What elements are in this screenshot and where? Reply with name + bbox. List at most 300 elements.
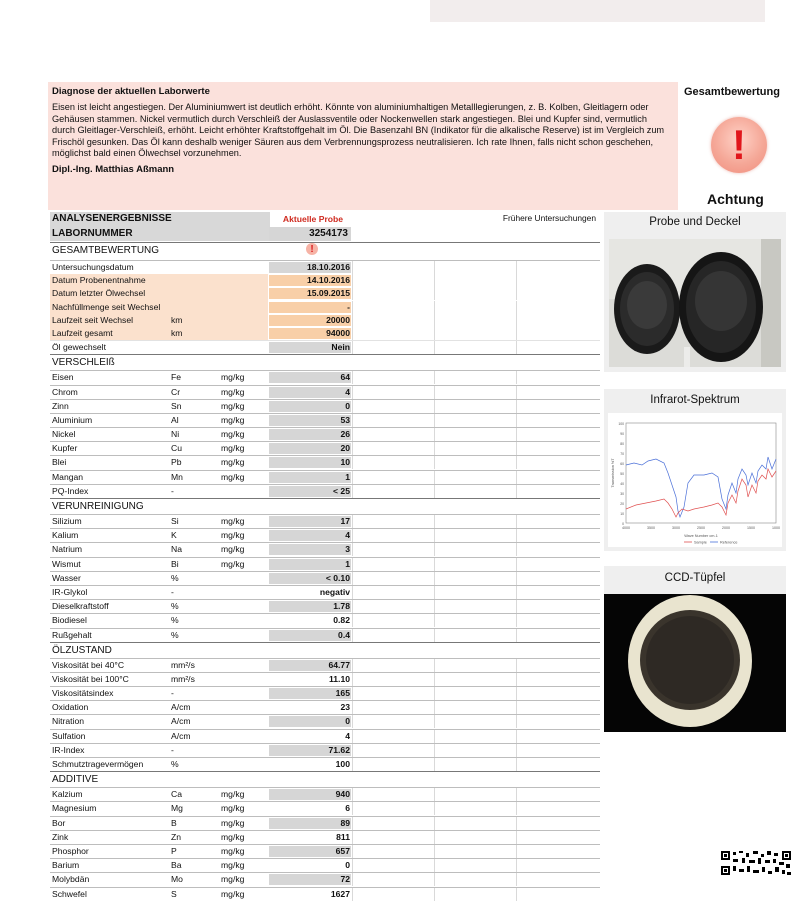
table-row	[50, 287, 600, 300]
history-cell	[352, 371, 435, 384]
param-name: Chrom	[52, 386, 78, 397]
param-symbol: Pb	[171, 457, 182, 468]
table-row	[50, 887, 600, 901]
ir-y-tick: 80	[620, 442, 624, 446]
param-value: Nein	[331, 342, 350, 353]
param-symbol: Zn	[171, 831, 182, 842]
param-name: Biodiesel	[52, 615, 87, 626]
history-cell	[352, 301, 435, 314]
history-cell	[352, 442, 435, 455]
param-unit: mg/kg	[221, 471, 245, 482]
ir-spectrum-svg	[608, 413, 782, 547]
history-cell	[352, 428, 435, 441]
history-cell	[434, 614, 517, 627]
param-value: 20	[340, 443, 350, 454]
param-symbol: Cu	[171, 443, 182, 454]
param-value: < 0.10	[325, 572, 350, 583]
param-symbol: km	[171, 327, 183, 338]
param-symbol: %	[171, 629, 179, 640]
param-value: 89	[340, 817, 350, 828]
section-title: ÖLZUSTAND	[52, 644, 112, 656]
param-name: Nitration	[52, 716, 84, 727]
history-cell	[352, 629, 435, 642]
ir-y-tick: 60	[620, 462, 624, 466]
param-unit: mg/kg	[221, 831, 245, 842]
ccd-spot-image	[604, 594, 786, 732]
param-symbol: -	[171, 688, 174, 699]
history-cell	[434, 817, 517, 830]
history-cell	[516, 558, 599, 571]
param-value: 64.77	[328, 659, 350, 670]
sample-photo-panel	[604, 212, 786, 372]
history-cell	[352, 758, 435, 771]
param-unit: mg/kg	[221, 457, 245, 468]
table-row	[50, 844, 600, 858]
history-cell	[516, 600, 599, 613]
history-cell	[516, 758, 599, 771]
history-cell	[516, 744, 599, 757]
history-cell	[516, 428, 599, 441]
history-cell	[352, 485, 435, 498]
history-cell	[516, 802, 599, 815]
ir-spectrum-title: Infrarot-Spektrum	[650, 394, 740, 406]
table-row	[50, 787, 600, 801]
param-name: Mangan	[52, 471, 84, 482]
table-row	[50, 470, 600, 484]
param-value: 0.4	[338, 629, 350, 640]
param-name: PQ-Index	[52, 485, 89, 496]
param-unit: mg/kg	[221, 414, 245, 425]
param-unit: mg/kg	[221, 845, 245, 856]
history-cell	[434, 261, 517, 274]
param-unit: mg/kg	[221, 386, 245, 397]
diagnosis-text: Eisen ist leicht angestiegen. Der Aluminiumwert ist deutlich erhöht. Könnte von aluminiumhaltigen Metalllegierungen, z. B. Kolben, Gleitlagern oder Gehäusen stammen. Nickel vermutlich durch Verschleiß der Auslassventile oder Nockenwellen stark angestiegen. Blei und Kupfer sind, vermutlich durch Gleitlager-Verschleiß, erhöht. Leicht erhöhter Kraftstoffgehalt im Öl. Die Basenzahl BN (Indikator für die alkalische Reserve) ist im Vergleich zum Frischöl gesunken. Das Öl kann deshalb weniger Säuren aus dem Verbrennungsprozess neutralisieren. Ich rate Ihnen, falls nicht schon geschehen, möglichst bald einen Ölwechsel vorzunehmen.	[52, 102, 665, 159]
history-cell	[352, 456, 435, 469]
param-value: 4	[345, 730, 350, 741]
history-cell	[516, 400, 599, 413]
ir-y-tick: 20	[620, 502, 624, 506]
param-name: Nachfüllmenge seit Wechsel	[52, 301, 161, 312]
history-cell	[516, 471, 599, 484]
history-cell	[434, 529, 517, 542]
param-symbol: mm²/s	[171, 673, 195, 684]
history-cell	[352, 515, 435, 528]
history-cell	[434, 715, 517, 728]
param-symbol: P	[171, 845, 177, 856]
table-row	[50, 830, 600, 844]
history-cell	[352, 730, 435, 743]
param-name: Schwefel	[52, 888, 87, 899]
history-cell	[516, 485, 599, 498]
param-value: 4	[345, 530, 350, 541]
ir-y-tick: 40	[620, 482, 624, 486]
history-cell	[434, 558, 517, 571]
param-symbol: Ca	[171, 789, 182, 800]
history-cell	[352, 802, 435, 815]
param-name: Datum Probenentnahme	[52, 275, 146, 286]
history-cell	[434, 687, 517, 700]
param-name: Kupfer	[52, 443, 78, 454]
history-cell	[352, 274, 435, 287]
param-name: Datum letzter Ölwechsel	[52, 288, 146, 299]
param-symbol: %	[171, 601, 179, 612]
param-name: Zink	[52, 831, 69, 842]
history-cell	[434, 802, 517, 815]
diagnosis-title: Diagnose der aktuellen Laborwerte	[52, 86, 210, 97]
section-header	[50, 354, 600, 370]
param-name: Sulfation	[52, 730, 86, 741]
param-name: Blei	[52, 457, 67, 468]
table-row	[50, 743, 600, 757]
param-name: Viskosität bei 100°C	[52, 673, 129, 684]
param-name: Bor	[52, 817, 66, 828]
param-value: 3	[345, 544, 350, 555]
param-unit: mg/kg	[221, 516, 245, 526]
history-cell	[516, 456, 599, 469]
param-unit: mg/kg	[221, 429, 245, 440]
param-value: 0	[345, 716, 350, 727]
history-cell	[434, 845, 517, 858]
table-row	[50, 542, 600, 556]
param-value: 71.62	[328, 744, 350, 755]
table-row	[50, 274, 600, 287]
history-cell	[516, 543, 599, 556]
labnr-value: 3254173	[309, 228, 348, 239]
current-sample-label: Aktuelle Probe	[282, 214, 344, 224]
history-cell	[516, 371, 599, 384]
history-cell	[352, 287, 435, 300]
history-cell	[516, 788, 599, 801]
param-name: Phosphor	[52, 845, 89, 856]
ccd-spot-illustration	[604, 594, 786, 732]
ir-legend-sample: Sample	[694, 540, 707, 545]
table-row	[50, 484, 600, 498]
ir-y-tick: 10	[620, 512, 624, 516]
param-name: Natrium	[52, 544, 83, 555]
history-cell	[516, 730, 599, 743]
history-cell	[434, 673, 517, 686]
history-cell	[434, 471, 517, 484]
table-row	[50, 672, 600, 686]
table-row	[50, 557, 600, 571]
ir-y-tick: 100	[618, 422, 624, 426]
history-cell	[516, 572, 599, 585]
param-name: Dieselkraftstoff	[52, 601, 109, 612]
ccd-spot-panel	[604, 566, 786, 732]
param-symbol: %	[171, 572, 179, 583]
table-row	[50, 686, 600, 700]
param-value: 23	[340, 702, 350, 713]
ir-x-tick: 4000	[622, 526, 630, 530]
param-name: Laufzeit seit Wechsel	[52, 314, 134, 325]
section-title: ADDITIVE	[52, 774, 99, 786]
param-value: 1	[345, 471, 350, 482]
param-value: < 25	[333, 485, 350, 496]
param-symbol: Mn	[171, 471, 183, 482]
param-name: Schmutztragevermögen	[52, 759, 144, 769]
param-unit: mg/kg	[221, 874, 245, 885]
ir-spectrum-panel	[604, 389, 786, 551]
ir-y-tick: 70	[620, 452, 624, 456]
overall-rating-status: Achtung	[707, 191, 764, 207]
history-cell	[434, 274, 517, 287]
param-symbol: K	[171, 530, 177, 541]
history-cell	[516, 274, 599, 287]
previous-tests-label: Frühere Untersuchungen	[502, 213, 596, 223]
history-cell	[434, 327, 517, 340]
param-symbol: Fe	[171, 372, 182, 383]
history-cell	[434, 456, 517, 469]
param-value: 1627	[330, 888, 350, 899]
history-cell	[516, 529, 599, 542]
ir-ylabel: Transmission %T	[611, 458, 615, 488]
param-name: Untersuchungsdatum	[52, 262, 134, 272]
history-cell	[352, 673, 435, 686]
history-cell	[352, 600, 435, 613]
param-value: 17	[340, 516, 350, 526]
history-cell	[516, 261, 599, 274]
history-cell	[516, 327, 599, 340]
qr-code	[720, 850, 792, 876]
param-name: IR-Index	[52, 744, 85, 755]
section-header	[50, 642, 600, 658]
diagnosis-author: Dipl.-Ing. Matthias Aßmann	[52, 163, 175, 175]
param-unit: mg/kg	[221, 817, 245, 828]
param-name: Rußgehalt	[52, 629, 92, 640]
param-symbol: -	[171, 744, 174, 755]
param-value: 6	[345, 803, 350, 814]
param-symbol: -	[171, 586, 174, 597]
param-value: -	[347, 301, 350, 312]
history-cell	[352, 659, 435, 672]
history-cell	[516, 341, 599, 354]
table-row	[50, 340, 600, 354]
table-row	[50, 528, 600, 542]
labnr-value-cell	[269, 227, 351, 241]
history-cell	[434, 859, 517, 872]
overall-rating-row	[50, 242, 600, 260]
ir-x-tick: 2500	[697, 526, 705, 530]
history-cell	[352, 471, 435, 484]
labnr-label: LABORNUMMER	[50, 226, 270, 241]
param-name: Magnesium	[52, 803, 97, 814]
history-cell	[516, 414, 599, 427]
history-cell	[434, 873, 517, 886]
overall-rating-label: Gesamtbewertung	[684, 86, 780, 98]
param-value: 11.10	[328, 673, 350, 684]
table-row	[50, 599, 600, 613]
history-cell	[352, 414, 435, 427]
param-name: Eisen	[52, 372, 74, 383]
table-title: ANALYSENERGEBNISSE	[50, 212, 270, 226]
table-row	[50, 301, 600, 314]
history-cell	[352, 687, 435, 700]
param-symbol: Mg	[171, 803, 183, 814]
history-cell	[352, 314, 435, 327]
ir-plot-area	[626, 423, 776, 523]
ir-x-tick: 2000	[722, 526, 730, 530]
ir-legend-reference: Reference	[720, 540, 738, 545]
table-header-row	[50, 212, 600, 226]
param-value: 94000	[326, 327, 350, 338]
history-cell	[434, 600, 517, 613]
history-cell	[434, 730, 517, 743]
history-cell	[352, 701, 435, 714]
history-cell	[516, 629, 599, 642]
param-value: 0.82	[333, 615, 350, 626]
history-cell	[516, 586, 599, 599]
history-cell	[352, 327, 435, 340]
param-symbol: Ba	[171, 860, 182, 871]
param-symbol: S	[171, 888, 177, 899]
param-symbol: mm²/s	[171, 659, 195, 670]
history-cell	[352, 341, 435, 354]
table-row	[50, 613, 600, 627]
param-name: IR-Glykol	[52, 586, 88, 597]
table-row	[50, 729, 600, 743]
history-cell	[516, 386, 599, 399]
table-row	[50, 260, 600, 274]
param-value: 165	[335, 688, 350, 699]
history-cell	[434, 414, 517, 427]
history-cell	[352, 614, 435, 627]
history-cell	[434, 314, 517, 327]
history-cell	[434, 788, 517, 801]
table-row	[50, 370, 600, 384]
history-cell	[352, 529, 435, 542]
table-row	[50, 628, 600, 642]
history-cell	[434, 485, 517, 498]
param-symbol: Cr	[171, 386, 181, 397]
table-row	[50, 801, 600, 815]
history-cell	[434, 701, 517, 714]
param-symbol: B	[171, 817, 177, 828]
sample-photo	[609, 239, 781, 367]
history-cell	[434, 888, 517, 901]
param-symbol: %	[171, 615, 179, 626]
history-cell	[352, 715, 435, 728]
ccd-spot-title: CCD-Tüpfel	[664, 572, 726, 584]
param-symbol: Bi	[171, 558, 179, 569]
history-cell	[434, 386, 517, 399]
ir-y-tick: 0	[622, 522, 624, 526]
param-symbol: A/cm	[171, 702, 191, 713]
ir-x-tick: 3000	[672, 526, 680, 530]
history-cell	[516, 845, 599, 858]
param-value: 15.09.2015	[306, 288, 350, 299]
alert-icon: !	[711, 117, 767, 173]
history-cell	[352, 888, 435, 901]
param-value: 4	[345, 386, 350, 397]
history-cell	[434, 301, 517, 314]
param-value: 657	[335, 845, 350, 856]
history-cell	[516, 515, 599, 528]
param-unit: mg/kg	[221, 803, 245, 814]
history-cell	[352, 859, 435, 872]
history-cell	[434, 341, 517, 354]
param-symbol: A/cm	[171, 716, 191, 727]
table-row	[50, 455, 600, 469]
history-cell	[516, 314, 599, 327]
param-unit: mg/kg	[221, 789, 245, 800]
history-cell	[516, 442, 599, 455]
history-cell	[352, 400, 435, 413]
table-row	[50, 327, 600, 340]
history-cell	[434, 572, 517, 585]
history-cell	[516, 701, 599, 714]
history-cell	[434, 629, 517, 642]
ir-x-tick: 3500	[647, 526, 655, 530]
ir-y-tick: 90	[620, 432, 624, 436]
history-cell	[434, 586, 517, 599]
history-cell	[434, 758, 517, 771]
overall-rating-row-label: GESAMTBEWERTUNG	[52, 245, 160, 256]
alert-icon: !	[306, 243, 318, 255]
diagnosis-box	[48, 82, 678, 210]
param-name: Wismut	[52, 558, 81, 569]
history-cell	[516, 659, 599, 672]
param-value: 1.78	[333, 601, 350, 612]
param-value: 811	[336, 831, 350, 842]
history-cell	[516, 287, 599, 300]
param-value: 940	[335, 789, 350, 800]
history-cell	[434, 428, 517, 441]
ir-x-tick: 1500	[747, 526, 755, 530]
table-row	[50, 872, 600, 886]
param-name: Öl gewechselt	[52, 342, 106, 353]
history-cell	[516, 673, 599, 686]
history-cell	[434, 831, 517, 844]
table-row	[50, 658, 600, 672]
history-cell	[352, 586, 435, 599]
param-name: Zinn	[52, 400, 69, 411]
table-row	[50, 413, 600, 427]
history-cell	[434, 371, 517, 384]
param-value: 18.10.2016	[306, 262, 350, 272]
history-cell	[352, 386, 435, 399]
history-cell	[516, 873, 599, 886]
history-cell	[516, 888, 599, 901]
param-name: Wasser	[52, 572, 81, 583]
param-symbol: -	[171, 485, 174, 496]
history-cell	[516, 687, 599, 700]
param-name: Kalium	[52, 530, 79, 541]
ir-y-tick: 50	[620, 472, 624, 476]
section-header	[50, 771, 600, 787]
history-cell	[352, 817, 435, 830]
table-row	[50, 714, 600, 728]
ir-spectrum-chart	[608, 413, 782, 547]
param-name: Oxidation	[52, 702, 89, 713]
param-symbol: km	[171, 314, 183, 325]
history-cell	[434, 659, 517, 672]
ir-xlabel: Wave Number cm-1	[684, 534, 718, 538]
history-cell	[352, 788, 435, 801]
history-cell	[516, 301, 599, 314]
results-table	[50, 212, 600, 901]
history-cell	[434, 400, 517, 413]
history-cell	[434, 744, 517, 757]
section-title: VERSCHLEIß	[52, 357, 115, 369]
param-unit: mg/kg	[221, 530, 245, 541]
history-cell	[434, 442, 517, 455]
param-unit: mg/kg	[221, 400, 245, 411]
labnr-row	[50, 226, 600, 242]
param-name: Barium	[52, 860, 80, 871]
param-unit: mg/kg	[221, 888, 245, 899]
param-unit: mg/kg	[221, 372, 245, 383]
param-symbol: %	[171, 759, 179, 769]
